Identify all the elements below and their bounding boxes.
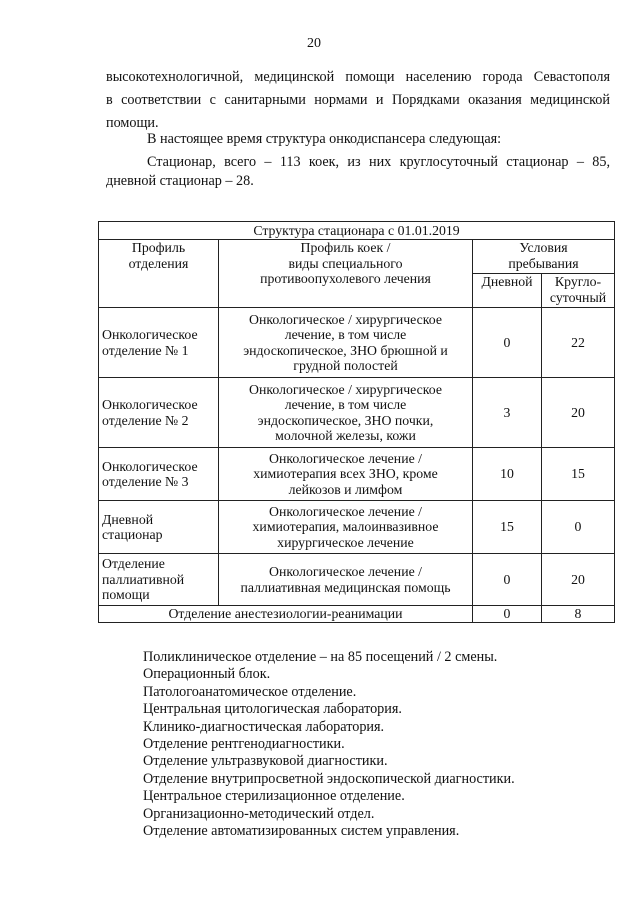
beds-line-1: Стационар, всего – 113 коек, из них круглосуточный стационар – 85, <box>147 154 610 170</box>
round-beds: 20 <box>542 378 615 448</box>
table-row <box>99 606 615 623</box>
dept-name: Онкологическое отделение № 1 <box>99 308 219 378</box>
header-profile: Профиль отделения <box>99 240 219 308</box>
dept-profile: Онкологическое лечение / химиотерапия всех ЗНО, кроме лейкозов и лимфом <box>219 448 473 501</box>
list-item: Центральное стерилизационное отделение. <box>143 788 405 805</box>
dept-profile: Онкологическое / хирургическое лечение, в том числе эндоскопическое, ЗНО брюшной и грудной полостей <box>219 308 473 378</box>
dept-name: Онкологическое отделение № 2 <box>99 378 219 448</box>
round-beds: 8 <box>542 606 615 623</box>
list-item: Патологоанатомическое отделение. <box>143 683 357 700</box>
day-beds: 15 <box>473 501 542 554</box>
day-beds: 0 <box>473 606 542 623</box>
list-item: Клинико-диагностическая лаборатория. <box>143 718 385 735</box>
hospital-structure-table <box>98 221 615 623</box>
intro-line-3: помощи. <box>106 115 159 131</box>
header-round-the-clock: Кругло- суточный <box>542 274 615 308</box>
round-beds: 20 <box>542 554 615 606</box>
round-beds: 15 <box>542 448 615 501</box>
table-title-row <box>99 222 615 240</box>
table-header-row <box>99 240 615 274</box>
round-beds: 22 <box>542 308 615 378</box>
intro-line-1: высокотехнологичной, медицинской помощи населению города Севастополя <box>106 69 610 85</box>
header-conditions: Условия пребывания <box>473 240 615 274</box>
table-row <box>99 378 615 448</box>
list-item: Отделение внутрипросветной эндоскопической диагностики. <box>143 770 515 787</box>
list-item: Центральная цитологическая лаборатория. <box>143 701 402 718</box>
day-beds: 3 <box>473 378 542 448</box>
table-row <box>99 554 615 606</box>
beds-line-2: дневной стационар – 28. <box>106 173 254 189</box>
header-beds-profile: Профиль коек / виды специального противоопухолевого лечения <box>219 240 473 308</box>
list-item: Организационно-методический отдел. <box>143 805 375 822</box>
list-item: Операционный блок. <box>143 666 271 683</box>
day-beds: 0 <box>473 308 542 378</box>
list-item: Отделение автоматизированных систем управления. <box>143 823 460 840</box>
list-item: Отделение ультразвуковой диагностики. <box>143 753 388 770</box>
round-beds: 0 <box>542 501 615 554</box>
list-item: Поликлиническое отделение – на 85 посещений / 2 смены. <box>143 649 498 665</box>
day-beds: 10 <box>473 448 542 501</box>
dept-name: Отделение паллиативной помощи <box>99 554 219 606</box>
anesthesiology-label: Отделение анестезиологии-реанимации <box>99 606 473 623</box>
units-list <box>143 649 515 840</box>
table-row <box>99 308 615 378</box>
day-beds: 0 <box>473 554 542 606</box>
table-row <box>99 501 615 554</box>
dept-profile: Онкологическое / хирургическое лечение, в том числе эндоскопическое, ЗНО почки, молочной железы, кожи <box>219 378 473 448</box>
header-day: Дневной <box>473 274 542 308</box>
dept-name: Онкологическое отделение № 3 <box>99 448 219 501</box>
dept-name: Дневной стационар <box>99 501 219 554</box>
structure-line: В настоящее время структура онкодиспансера следующая: <box>147 131 502 147</box>
dept-profile: Онкологическое лечение / химиотерапия, малоинвазивное хирургическое лечение <box>219 501 473 554</box>
table-row <box>99 448 615 501</box>
table-title: Структура стационара с 01.01.2019 <box>99 222 615 240</box>
intro-line-2: в соответствии с санитарными нормами и Порядками оказания медицинской <box>106 92 610 108</box>
page-number: 20 <box>307 36 321 51</box>
list-item: Отделение рентгенодиагностики. <box>143 736 345 753</box>
dept-profile: Онкологическое лечение / паллиативная медицинская помощь <box>219 554 473 606</box>
